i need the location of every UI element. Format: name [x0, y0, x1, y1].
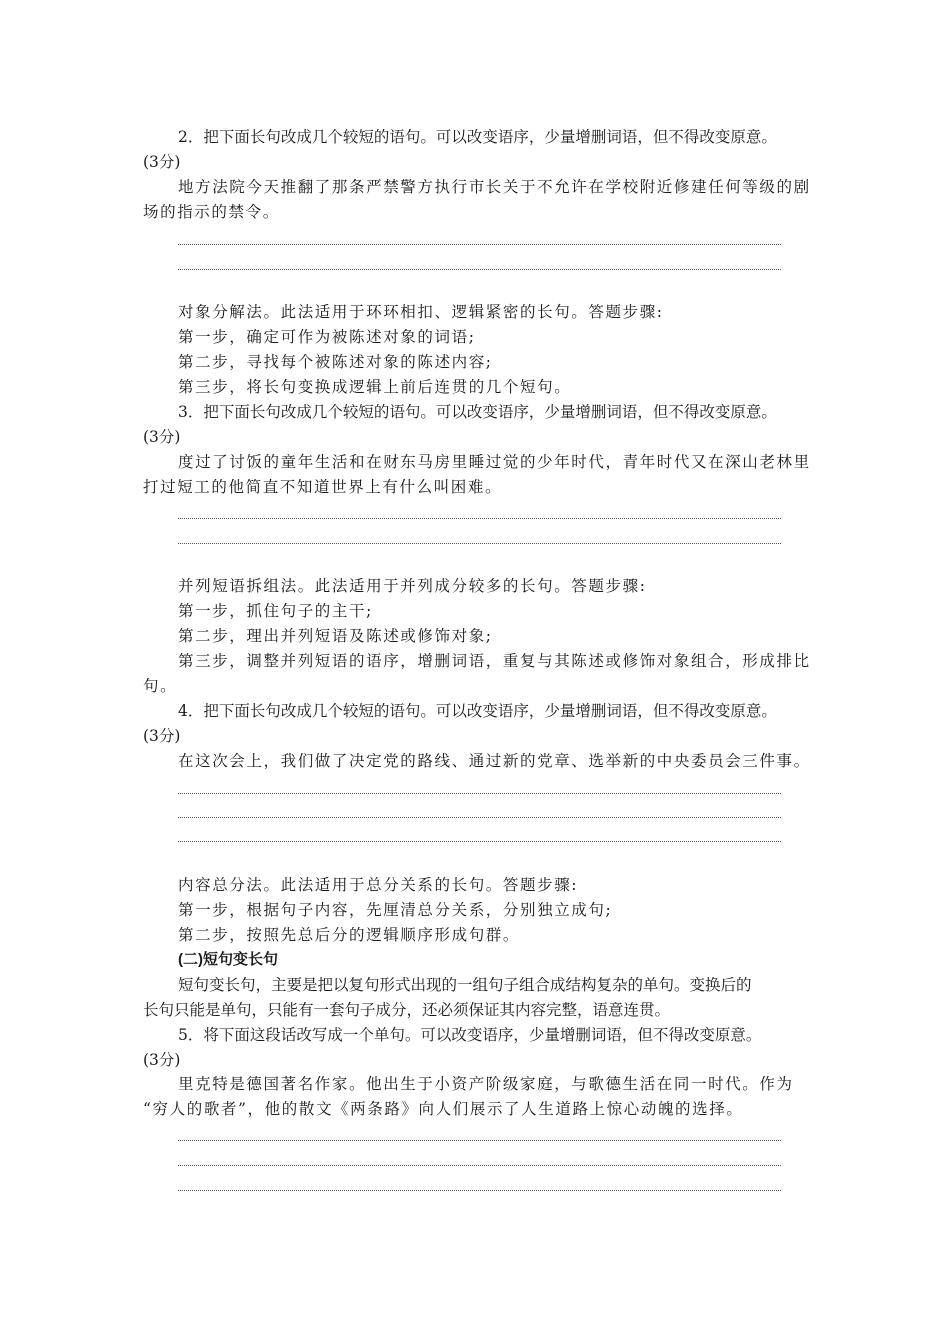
method-2-step-1: 第一步，抓住句子的主干;	[178, 602, 373, 620]
question-2-score: (3分)	[143, 153, 181, 171]
method-2-step-2: 第二步，理出并列短语及陈述或修饰对象;	[178, 627, 493, 645]
question-2-text-line2: 场的指示的禁令。	[143, 203, 280, 221]
question-3-text-line1: 度过了讨饭的童年生活和在财东马房里睡过觉的少年时代，青年时代又在深山老林里	[178, 453, 811, 471]
question-5-score: (3分)	[143, 1051, 181, 1069]
answer-line[interactable]	[178, 793, 781, 794]
section-intro-line1: 短句变长句，主要是把以复句形式出现的一组句子组合成结构复杂的单句。变换后的	[178, 976, 752, 994]
method-2-step-3-line2: 句。	[143, 677, 178, 695]
question-4-text-line1: 在这次会上，我们做了决定党的路线、通过新的党章、选举新的中央委员会三件事。	[178, 752, 811, 770]
question-4-prompt: 4．把下面长句改成几个较短的语句。可以改变语序，少量增删词语，但不得改变原意。	[178, 702, 777, 720]
answer-line[interactable]	[178, 518, 781, 519]
question-3-score: (3分)	[143, 428, 181, 446]
answer-line[interactable]	[178, 817, 781, 818]
method-1-step-2: 第二步，寻找每个被陈述对象的陈述内容;	[178, 353, 493, 371]
method-1-step-1: 第一步，确定可作为被陈述对象的词语;	[178, 328, 476, 346]
answer-line[interactable]	[178, 1190, 781, 1191]
method-3-title: 内容总分法。此法适用于总分关系的长句。答题步骤:	[178, 876, 579, 894]
answer-line[interactable]	[178, 244, 781, 245]
method-3-step-2: 第二步，按照先总后分的逻辑顺序形成句群。	[178, 926, 521, 944]
answer-line[interactable]	[178, 269, 781, 270]
method-2-step-3-line1: 第三步，调整并列短语的语序，增删词语，重复与其陈述或修饰对象组合，形成排比	[178, 652, 811, 670]
method-1-title: 对象分解法。此法适用于环环相扣、逻辑紧密的长句。答题步骤:	[178, 303, 664, 321]
section-intro-line2: 长句只能是单句，只能有一套句子成分，还必须保证其内容完整，语意连贯。	[143, 1001, 671, 1019]
method-2-title: 并列短语拆组法。此法适用于并列成分较多的长句。答题步骤:	[178, 577, 647, 595]
question-3-text-line2: 打过短工的他简直不知道世界上有什么叫困难。	[143, 478, 503, 496]
question-3-prompt: 3．把下面长句改成几个较短的语句。可以改变语序，少量增删词语，但不得改变原意。	[178, 403, 777, 421]
answer-line[interactable]	[178, 1140, 781, 1141]
question-4-score: (3分)	[143, 727, 181, 745]
question-5-text-line2: “穷人的歌者”，他的散文《两条路》向人们展示了人生道路上惊心动魄的选择。	[143, 1100, 744, 1118]
method-1-step-3: 第三步，将长句变换成逻辑上前后连贯的几个短句。	[178, 378, 572, 396]
question-5-text-line1: 里克特是德国著名作家。他出生于小资产阶级家庭，与歌德生活在同一时代。作为	[178, 1075, 794, 1093]
question-2-text-line1: 地方法院今天推翻了那条严禁警方执行市长关于不允许在学校附近修建任何等级的剧	[178, 178, 811, 196]
answer-line[interactable]	[178, 1165, 781, 1166]
section-heading: (二)短句变长句	[178, 951, 278, 968]
answer-line[interactable]	[178, 543, 781, 544]
answer-line[interactable]	[178, 841, 781, 842]
question-5-prompt: 5．将下面这段话改写成一个单句。可以改变语序，少量增删词语，但不得改变原意。	[178, 1026, 762, 1044]
question-2-prompt: 2．把下面长句改成几个较短的语句。可以改变语序，少量增删词语，但不得改变原意。	[178, 128, 777, 146]
method-3-step-1: 第一步，根据句子内容，先厘清总分关系，分别独立成句;	[178, 901, 613, 919]
